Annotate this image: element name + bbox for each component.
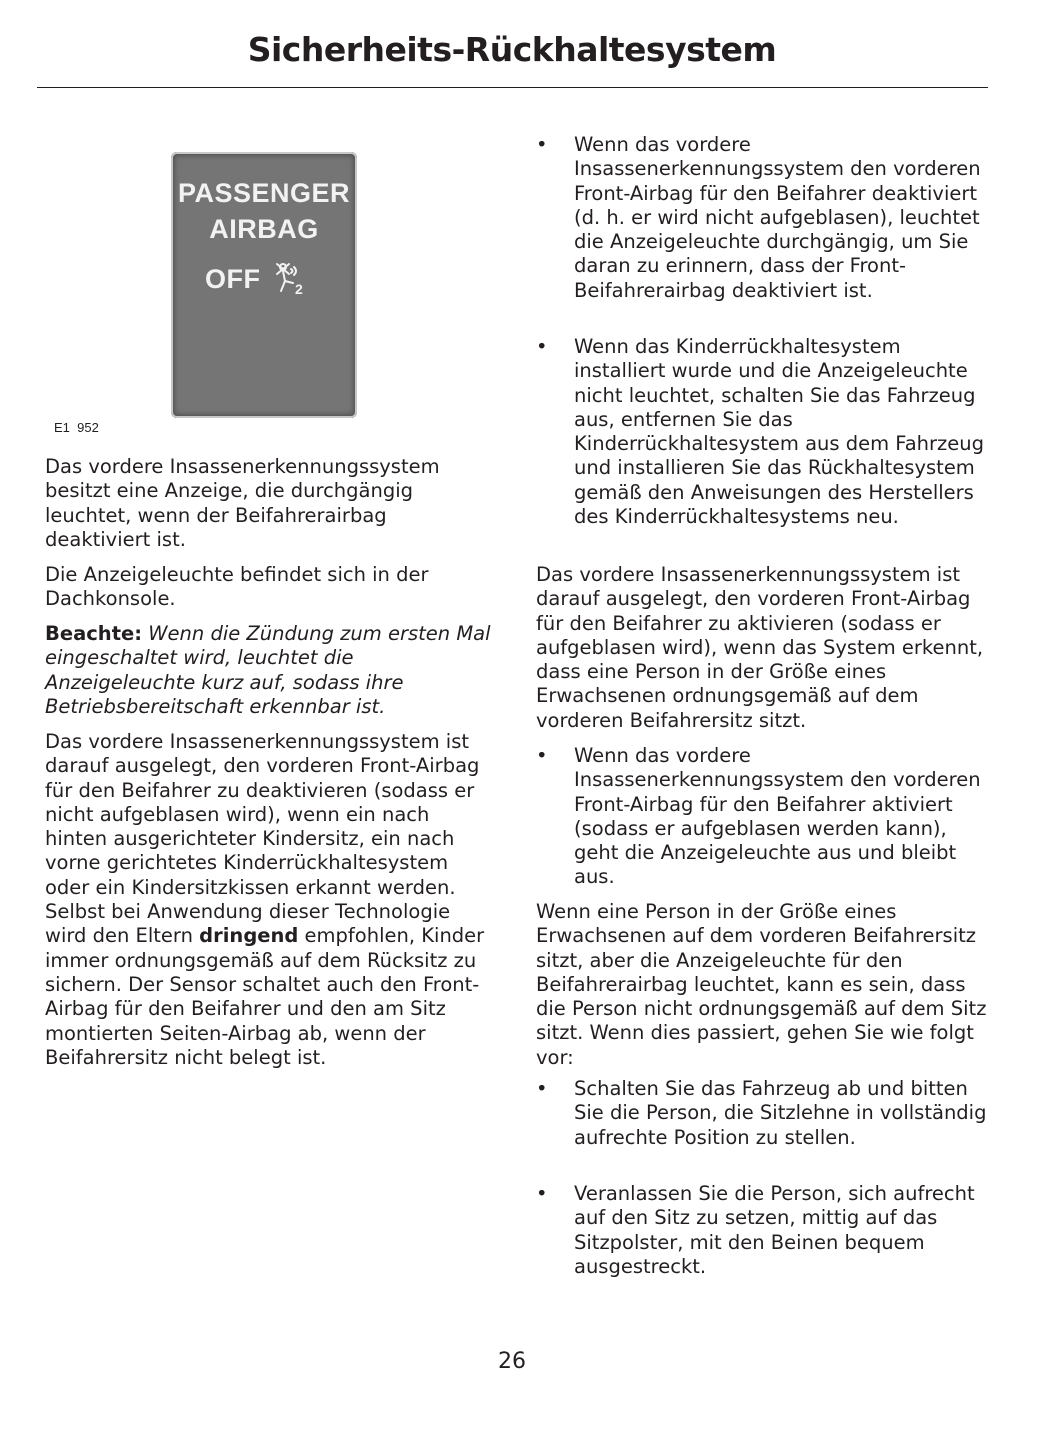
paragraph-text: Die Anzeigeleuchte befindet sich in der Dachkonsole. (45, 563, 429, 611)
right-paragraph-adult (536, 900, 988, 1070)
note-content (45, 622, 497, 719)
emphasis-text: dringend (199, 924, 299, 948)
bullet-marker: • (536, 335, 548, 358)
bullet-marker: • (536, 1182, 548, 1205)
note-label: Beachte: (45, 622, 143, 645)
right-paragraph-activation (536, 563, 988, 733)
figure-code: E1 952 (54, 420, 99, 435)
paragraph-text-start: Das vordere Insassenerkennungssystem ist darauf ausgelegt, den vorderen Front-Airbag für den Beifahrer zu deaktivieren (sodass er nicht aufgeblasen wird), wenn ein nach hinten ausgerichteter Kindersitz, ein nach vorne gerichtetes Kinderrückhaltesystem oder ein Kindersitzkissen erkannt werden. Selbst bei Anwendung dieser Technologie wird den Eltern (45, 730, 480, 948)
paragraph-text: Das vordere Insassenerkennungssystem besitzt eine Anzeige, die durchgängig leuchtet, wenn der Beifahrerairbag deaktiviert ist. (45, 455, 440, 551)
paragraph-text (45, 730, 497, 1070)
list-item-text: Wenn das vordere Insassenerkennungssystem den vorderen Front-Airbag für den Beifahrer aktiviert (sodass er aufgeblasen werden kann), geht die Anzeigeleuchte aus und bleibt aus. (574, 744, 981, 889)
page-title: Sicherheits-Rückhaltesystem (247, 30, 777, 69)
lamp-label-off: OFF (205, 264, 261, 294)
left-paragraph-indicator (45, 455, 497, 552)
left-paragraph-deactivation (45, 730, 497, 1070)
bullet-marker: • (536, 744, 548, 767)
lamp-label-passenger: PASSENGER (177, 178, 351, 208)
list-item-text: Wenn das vordere Insassenerkennungssystem den vorderen Front-Airbag für den Beifahrer deaktiviert (d. h. er wird nicht aufgeblasen), leuchtet die Anzeigeleuchte durchgängig, um Sie daran zu erinnern, dass der Front-Beifahrerairbag deaktiviert ist. (574, 133, 981, 302)
lamp-label-airbag: AIRBAG (209, 214, 319, 244)
airbag-off-icon (273, 261, 309, 297)
bullet-marker: • (536, 133, 548, 156)
left-paragraph-location (45, 563, 497, 612)
paragraph-text: Das vordere Insassenerkennungssystem ist darauf ausgelegt, den vorderen Front-Airbag für den Beifahrer zu aktivieren (sodass er aufgeblasen wird), wenn das System erkennt, dass eine Person in der Größe eines Erwachsenen ordnungsgemäß auf dem vorderen Beifahrersitz sitzt. (536, 563, 984, 732)
note-paragraph (45, 622, 497, 719)
bullet-marker: • (536, 1077, 548, 1100)
title-divider (37, 87, 988, 88)
note-text: Wenn die Zündung zum ersten Mal eingeschaltet wird, leuchtet die Anzeigeleuchte kurz auf, sodass ihre Betriebsbereitschaft erkennbar ist. (45, 622, 491, 718)
passenger-airbag-off-lamp (171, 152, 357, 418)
paragraph-text: Wenn eine Person in der Größe eines Erwachsenen auf dem vorderen Beifahrersitz sitzt, aber die Anzeigeleuchte für den Beifahrerairbag leuchtet, kann es sein, dass die Person nicht ordnungsgemäß auf dem Sitz sitzt. Wenn dies passiert, gehen Sie wie folgt vor: (536, 900, 987, 1069)
paragraph-text-end: empfohlen, Kinder immer ordnungsgemäß auf dem Rücksitz zu sichern. Der Sensor schaltet auch den Front-Airbag für den Beifahrer und den am Sitz montierten Seiten-Airbag ab, wenn der Beifahrersitz nicht belegt ist. (45, 924, 485, 1069)
svg-text:2: 2 (295, 281, 303, 297)
list-item-text: Veranlassen Sie die Person, sich aufrecht auf den Sitz zu setzen, mittig auf das Sitzpolster, mit den Beinen bequem ausgestreckt. (574, 1182, 975, 1278)
page-number: 26 (498, 1349, 526, 1374)
airbag-indicator-figure (171, 152, 357, 418)
list-item-text: Wenn das Kinderrückhaltesystem installiert wurde und die Anzeigeleuchte nicht leuchtet, schalten Sie das Fahrzeug aus, entfernen Sie das Kinderrückhaltesystem aus dem Fahrzeug und installieren Sie das Rückhaltesystem gemäß den Anweisungen des Herstellers des Kinderrückhaltesystems neu. (574, 335, 985, 529)
list-item-text: Schalten Sie das Fahrzeug ab und bitten Sie die Person, die Sitzlehne in vollständig aufrechte Position zu stellen. (574, 1077, 987, 1149)
